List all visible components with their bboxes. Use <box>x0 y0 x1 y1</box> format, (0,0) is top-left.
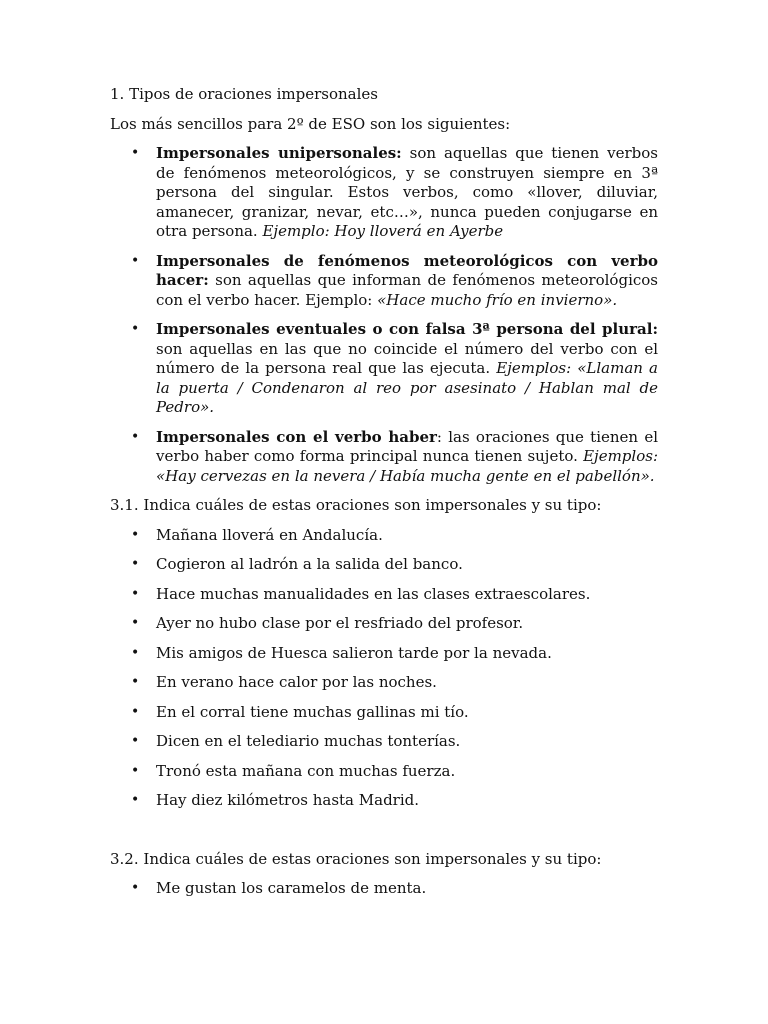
exercise-1-list <box>110 526 658 811</box>
document-content <box>110 85 658 909</box>
exercise-sentence: Dicen en el telediario muchas tonterías. <box>156 732 461 750</box>
type-item-unipersonales <box>110 144 658 242</box>
bullet-icon: • <box>131 703 140 720</box>
exercise-sentence: En el corral tiene muchas gallinas mi tío. <box>156 702 469 721</box>
bullet-icon: • <box>131 880 140 896</box>
type-example: Ejemplos: «Hay cervezas en la nevera / Había mucha gente en el pabellón». <box>156 447 658 485</box>
bullet-icon: • <box>131 556 140 572</box>
exercise-item <box>110 732 658 752</box>
type-term: Impersonales con el verbo haber <box>156 427 437 446</box>
bullet-icon: • <box>131 644 140 661</box>
exercise-sentence: Mis amigos de Huesca salieron tarde por la nevada. <box>156 643 552 662</box>
bullet-icon: • <box>131 321 140 337</box>
intro-text: Los más sencillos para 2º de ESO son los siguientes: <box>110 114 511 133</box>
exercise-sentence: Ayer no hubo clase por el resfriado del profesor. <box>156 614 524 632</box>
exercise-item <box>110 703 658 723</box>
exercise-item <box>110 673 658 693</box>
exercise-item <box>110 879 658 899</box>
type-example: Ejemplo: Hoy lloverá en Ayerbe <box>262 222 504 240</box>
exercise-sentence: Tronó esta mañana con muchas fuerza. <box>156 761 456 780</box>
bullet-icon: • <box>131 585 140 602</box>
type-item-haber <box>110 428 658 487</box>
type-example: «Hace mucho frío en invierno». <box>377 290 618 309</box>
blank-line <box>110 821 658 850</box>
exercise-item <box>110 585 658 605</box>
bullet-icon: • <box>131 615 140 631</box>
exercise-sentence: Me gustan los caramelos de menta. <box>156 879 427 897</box>
bullet-icon: • <box>131 762 140 779</box>
bullet-icon: • <box>131 145 140 161</box>
exercise-sentence: Hay diez kilómetros hasta Madrid. <box>156 791 420 809</box>
types-list <box>110 144 658 486</box>
bullet-icon: • <box>131 252 140 269</box>
type-term: Impersonales unipersonales: <box>156 144 402 162</box>
exercise-sentence: Hace muchas manualidades en las clases extraescolares. <box>156 584 591 603</box>
exercise-item <box>110 644 658 664</box>
exercise-item <box>110 555 658 575</box>
exercise-2-title: 3.2. Indica cuáles de estas oraciones son impersonales y su tipo: <box>110 849 602 868</box>
type-item-eventuales <box>110 320 658 418</box>
type-example: Ejemplos: «Llaman a la puerta / Condenaron al reo por asesinato / Hablan mal de Pedro». <box>156 359 658 416</box>
exercise-item <box>110 614 658 634</box>
bullet-icon: • <box>131 428 140 445</box>
exercise-sentence: En verano hace calor por las noches. <box>156 673 437 691</box>
section-heading: 1. Tipos de oraciones impersonales <box>110 85 378 103</box>
type-description: son aquellas que tienen verbos de fenómenos meteorológicos, y se construyen siempre en 3ª persona del singular. Estos verbos, como «llover, diluviar, amanecer, granizar, nevar, etc…», nunca pueden conjugarse en otra persona. <box>156 144 658 240</box>
type-term: Impersonales eventuales o con falsa 3ª persona del plural: <box>156 320 658 338</box>
type-item-hacer <box>110 252 658 311</box>
exercise-sentence: Cogieron al ladrón a la salida del banco. <box>156 555 463 573</box>
exercise-1-title: 3.1. Indica cuáles de estas oraciones son impersonales y su tipo: <box>110 496 602 514</box>
type-description: : las oraciones que tienen el verbo haber como forma principal nunca tienen sujeto. <box>156 427 658 465</box>
type-term: Impersonales de fenómenos meteorológicos con verbo hacer: <box>156 251 658 289</box>
exercise-item <box>110 791 658 811</box>
exercise-item <box>110 762 658 782</box>
exercise-item <box>110 526 658 546</box>
type-description: son aquellas en las que no coincide el número del verbo con el número de la persona real que las ejecuta. <box>156 339 658 377</box>
bullet-icon: • <box>131 792 140 808</box>
bullet-icon: • <box>131 674 140 690</box>
bullet-icon: • <box>131 733 140 749</box>
exercise-sentence: Mañana lloverá en Andalucía. <box>156 525 383 544</box>
type-description: son aquellas que informan de fenómenos meteorológicos con el verbo hacer. Ejemplo: <box>156 271 658 309</box>
bullet-icon: • <box>131 526 140 543</box>
exercise-2-list <box>110 879 658 899</box>
